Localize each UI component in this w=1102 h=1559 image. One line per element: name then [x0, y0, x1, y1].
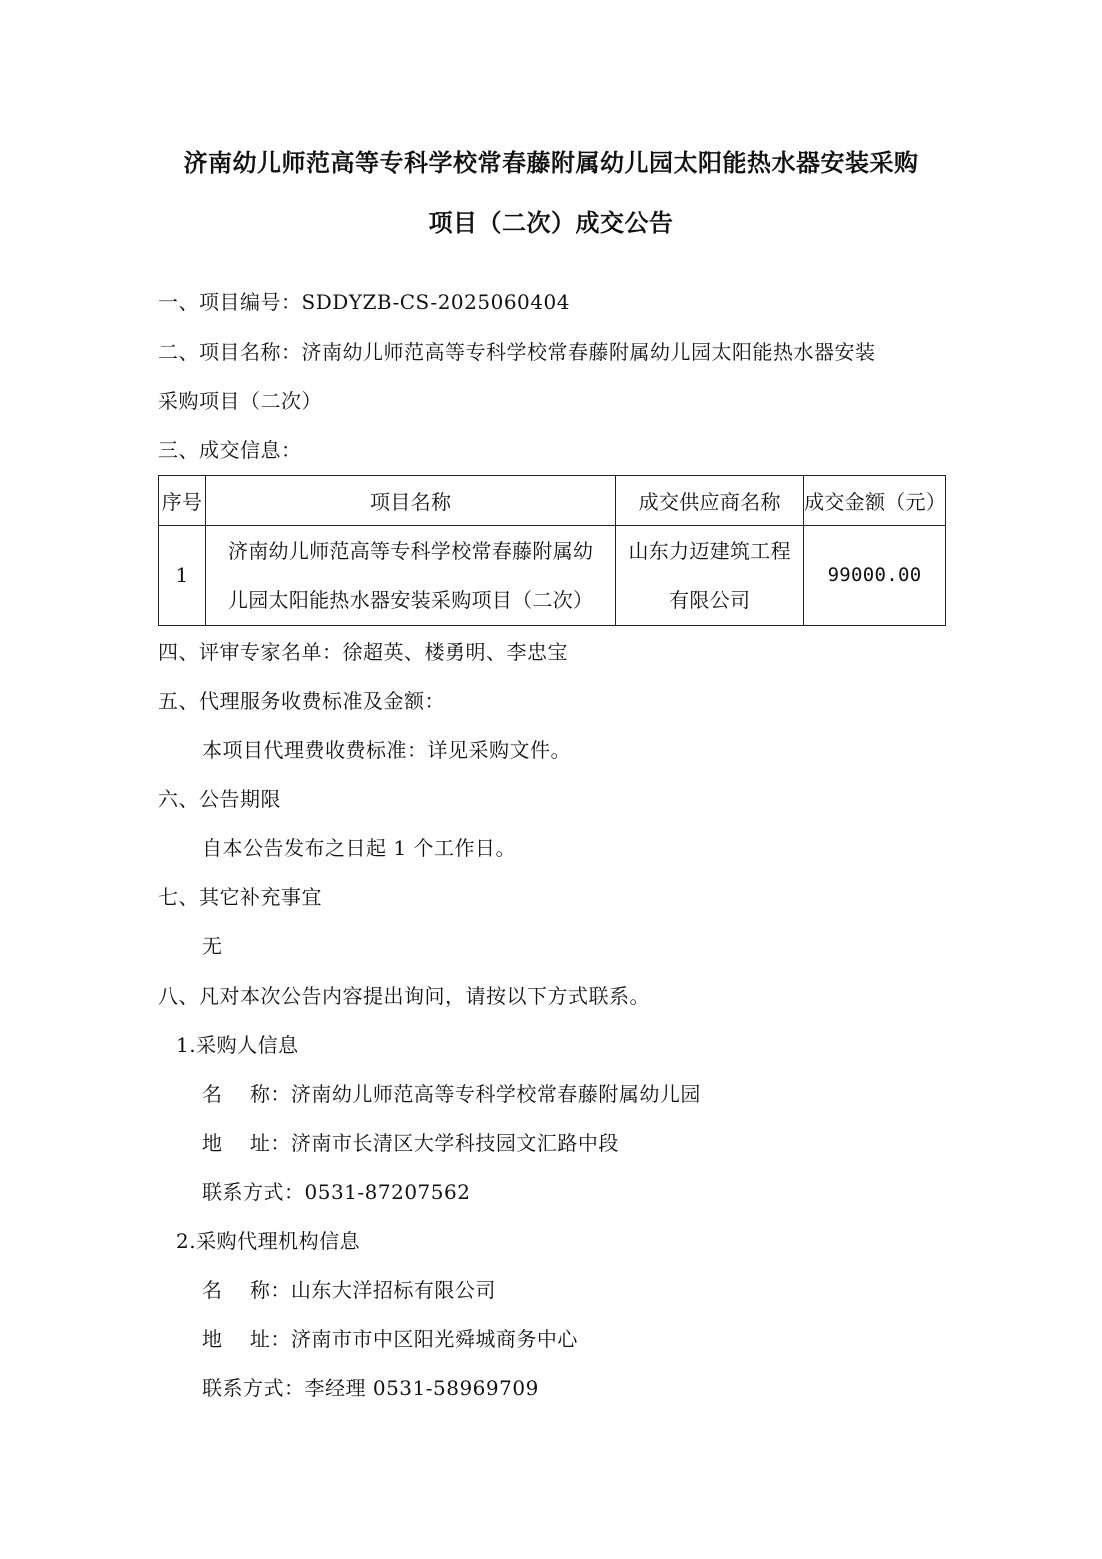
buyer-name: 名 称：济南幼儿师范高等专科学校常春藤附属幼儿园	[202, 1082, 701, 1106]
other-matters-heading: 七、其它补充事宜	[158, 885, 322, 909]
notice-period-heading: 六、公告期限	[158, 787, 281, 811]
table-header-row	[159, 476, 946, 526]
document-title-line-1: 济南幼儿师范高等专科学校常春藤附属幼儿园太阳能热水器安装采购	[183, 149, 919, 177]
agency-name: 名 称：山东大洋招标有限公司	[202, 1278, 496, 1302]
other-matters-body: 无	[202, 934, 223, 958]
project-name-line-2: 采购项目（二次）	[158, 389, 322, 413]
cell-project-name-line-2: 儿园太阳能热水器安装采购项目（二次）	[227, 587, 594, 612]
header-supplier: 成交供应商名称	[616, 476, 804, 526]
deal-info-heading: 三、成交信息：	[158, 438, 302, 462]
cell-project-name-line-1: 济南幼儿师范高等专科学校常春藤附属幼	[227, 538, 594, 563]
deal-info-table	[158, 475, 946, 626]
cell-index: 1	[159, 526, 206, 626]
project-number: 一、项目编号：SDDYZB-CS-2025060404	[158, 290, 570, 314]
document-title-line-2: 项目（二次）成交公告	[428, 209, 674, 237]
agency-fee-heading: 五、代理服务收费标准及金额：	[158, 689, 445, 713]
cell-project-name	[205, 526, 615, 626]
header-index: 序号	[159, 476, 206, 526]
expert-list: 四、评审专家名单：徐超英、楼勇明、李忠宝	[158, 640, 568, 664]
table-row	[159, 526, 946, 626]
header-amount: 成交金额（元）	[804, 476, 946, 526]
project-name-line-1: 二、项目名称：济南幼儿师范高等专科学校常春藤附属幼儿园太阳能热水器安装	[158, 340, 876, 364]
buyer-address: 地 址：济南市长清区大学科技园文汇路中段	[202, 1131, 619, 1155]
agency-contact: 联系方式：李经理 0531-58969709	[202, 1376, 539, 1400]
buyer-contact: 联系方式：0531-87207562	[202, 1180, 471, 1204]
cell-supplier	[616, 526, 804, 626]
agency-fee-body: 本项目代理费收费标准：详见采购文件。	[202, 738, 571, 762]
cell-amount: 99000.00	[804, 526, 946, 626]
header-project-name: 项目名称	[205, 476, 615, 526]
cell-supplier-line-2: 有限公司	[669, 587, 751, 612]
buyer-info-heading: 1.采购人信息	[176, 1033, 299, 1057]
notice-period-body: 自本公告发布之日起 1 个工作日。	[202, 836, 516, 860]
cell-supplier-line-1: 山东力迈建筑工程	[628, 538, 791, 563]
agency-address: 地 址：济南市市中区阳光舜城商务中心	[202, 1327, 578, 1351]
agency-info-heading: 2.采购代理机构信息	[176, 1229, 361, 1253]
contact-heading: 八、凡对本次公告内容提出询问，请按以下方式联系。	[158, 984, 650, 1008]
